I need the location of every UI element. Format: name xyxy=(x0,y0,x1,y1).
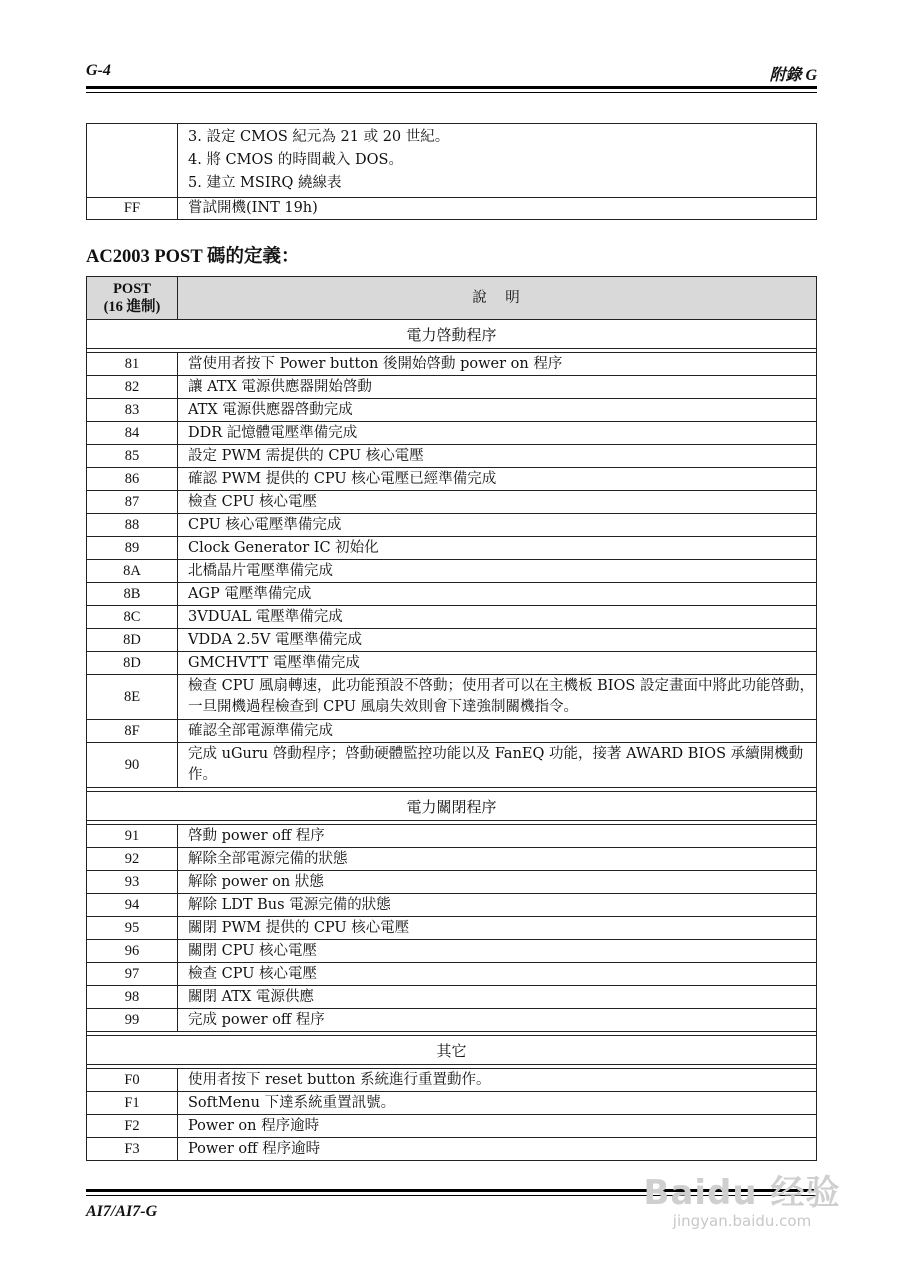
post-code-cell: 82 xyxy=(87,376,178,399)
description-cell: Power off 程序逾時 xyxy=(178,1138,817,1161)
description-cell: 解除全部電源完備的狀態 xyxy=(178,848,817,871)
appendix-title: 附錄 G xyxy=(769,67,817,84)
description-cell: Power on 程序逾時 xyxy=(178,1115,817,1138)
table-row xyxy=(87,825,817,848)
post-code-cell: 83 xyxy=(87,399,178,422)
table-row xyxy=(87,491,817,514)
post-code-cell: 8B xyxy=(87,583,178,606)
group-title-row xyxy=(87,1036,817,1065)
post-code-cell: F2 xyxy=(87,1115,178,1138)
description-cell: 解除 power on 狀態 xyxy=(178,871,817,894)
post-code-cell: 88 xyxy=(87,514,178,537)
description-cell: 確認 PWM 提供的 CPU 核心電壓已經準備完成 xyxy=(178,468,817,491)
table-row xyxy=(87,1069,817,1092)
table-row xyxy=(87,514,817,537)
table-header-row xyxy=(87,277,817,320)
table-row xyxy=(87,353,817,376)
table-row xyxy=(87,124,817,198)
post-code-cell: 90 xyxy=(87,743,178,788)
table-row xyxy=(87,871,817,894)
post-code-cell: 8C xyxy=(87,606,178,629)
group-title: 電力啓動程序 xyxy=(87,320,817,349)
description-cell: 完成 uGuru 啓動程序；啓動硬體監控功能以及 FanEQ 功能，接著 AWARD BIOS 承續開機動作。 xyxy=(178,743,817,788)
post-code-cell: F3 xyxy=(87,1138,178,1161)
post-code-cell: 95 xyxy=(87,917,178,940)
desc-column-header: 說 明 xyxy=(178,277,817,320)
post-code-cell: 87 xyxy=(87,491,178,514)
post-code-table xyxy=(86,276,817,1161)
description-cell: 完成 power off 程序 xyxy=(178,1009,817,1032)
watermark-url: jingyan.baidu.com xyxy=(672,1212,812,1230)
description-cell: Clock Generator IC 初始化 xyxy=(178,537,817,560)
group-title-row xyxy=(87,792,817,821)
code-cell xyxy=(87,124,178,198)
description-cell: CPU 核心電壓準備完成 xyxy=(178,514,817,537)
desc-line: 5. 建立 MSIRQ 繞線表 xyxy=(188,175,342,191)
continued-table xyxy=(86,123,817,220)
desc-cell: 嘗試開機(INT 19h) xyxy=(178,198,817,220)
post-header-label: POST xyxy=(113,281,151,297)
post-code-cell: 8E xyxy=(87,675,178,720)
post-code-cell: 84 xyxy=(87,422,178,445)
table-row xyxy=(87,537,817,560)
header-rule-thin xyxy=(86,92,817,93)
description-cell: AGP 電壓準備完成 xyxy=(178,583,817,606)
table-row xyxy=(87,1009,817,1032)
post-code-cell: 99 xyxy=(87,1009,178,1032)
post-code-cell: F1 xyxy=(87,1092,178,1115)
description-cell: 當使用者按下 Power button 後開始啓動 power on 程序 xyxy=(178,353,817,376)
group-title-row xyxy=(87,320,817,349)
description-cell: ATX 電源供應器啓動完成 xyxy=(178,399,817,422)
description-cell: 關閉 CPU 核心電壓 xyxy=(178,940,817,963)
post-code-cell: 8A xyxy=(87,560,178,583)
table-row xyxy=(87,675,817,720)
page-number: G-4 xyxy=(86,62,111,79)
table-row xyxy=(87,963,817,986)
post-code-cell: 97 xyxy=(87,963,178,986)
description-cell: 確認全部電源準備完成 xyxy=(178,720,817,743)
table-row xyxy=(87,1092,817,1115)
table-row xyxy=(87,743,817,788)
description-cell: DDR 記憶體電壓準備完成 xyxy=(178,422,817,445)
table-row xyxy=(87,606,817,629)
post-code-cell: F0 xyxy=(87,1069,178,1092)
description-cell: 檢查 CPU 風扇轉速，此功能預設不啓動；使用者可以在主機板 BIOS 設定畫面中將此功能啓動，一旦開機過程檢查到 CPU 風扇失效則會下達強制關機指令。 xyxy=(178,675,817,720)
header-rule xyxy=(86,86,817,89)
description-cell: SoftMenu 下達系統重置訊號。 xyxy=(178,1092,817,1115)
description-cell: 北橋晶片電壓準備完成 xyxy=(178,560,817,583)
desc-line: 3. 設定 CMOS 紀元為 21 或 20 世紀。 xyxy=(188,129,450,145)
post-code-cell: 93 xyxy=(87,871,178,894)
table-row xyxy=(87,445,817,468)
table-row xyxy=(87,894,817,917)
post-code-cell: 8D xyxy=(87,629,178,652)
table-row xyxy=(87,376,817,399)
table-row xyxy=(87,917,817,940)
group-title: 其它 xyxy=(87,1036,817,1065)
table-row xyxy=(87,1138,817,1161)
base-header-label: (16 進制) xyxy=(103,299,161,315)
table-row xyxy=(87,848,817,871)
table-row xyxy=(87,468,817,491)
table-row xyxy=(87,399,817,422)
table-row xyxy=(87,583,817,606)
table-row xyxy=(87,940,817,963)
description-cell: 檢查 CPU 核心電壓 xyxy=(178,963,817,986)
post-code-cell: 94 xyxy=(87,894,178,917)
desc-line: 4. 將 CMOS 的時間載入 DOS。 xyxy=(188,152,403,168)
table-row xyxy=(87,652,817,675)
post-code-cell: 96 xyxy=(87,940,178,963)
table-row xyxy=(87,629,817,652)
post-code-cell: 81 xyxy=(87,353,178,376)
post-column-header xyxy=(87,277,178,320)
post-code-cell: 92 xyxy=(87,848,178,871)
desc-cell xyxy=(178,124,817,198)
post-code-cell: 89 xyxy=(87,537,178,560)
post-code-cell: 8D xyxy=(87,652,178,675)
description-cell: 解除 LDT Bus 電源完備的狀態 xyxy=(178,894,817,917)
table-row xyxy=(87,198,817,220)
watermark xyxy=(637,1165,847,1230)
description-cell: 檢查 CPU 核心電壓 xyxy=(178,491,817,514)
description-cell: 啓動 power off 程序 xyxy=(178,825,817,848)
description-cell: 讓 ATX 電源供應器開始啓動 xyxy=(178,376,817,399)
table-row xyxy=(87,986,817,1009)
code-cell: FF xyxy=(87,198,178,220)
watermark-logo: Baidu 经验 xyxy=(643,1173,841,1213)
model-name: AI7/AI7-G xyxy=(86,1203,158,1220)
post-table-body xyxy=(87,320,817,1161)
table-row xyxy=(87,422,817,445)
description-cell: 關閉 ATX 電源供應 xyxy=(178,986,817,1009)
table-row xyxy=(87,1115,817,1138)
table-row xyxy=(87,560,817,583)
description-cell: 使用者按下 reset button 系統進行重置動作。 xyxy=(178,1069,817,1092)
section-title: AC2003 POST 碼的定義： xyxy=(86,247,300,267)
post-code-cell: 86 xyxy=(87,468,178,491)
description-cell: GMCHVTT 電壓準備完成 xyxy=(178,652,817,675)
table-row xyxy=(87,720,817,743)
post-code-cell: 91 xyxy=(87,825,178,848)
post-code-cell: 98 xyxy=(87,986,178,1009)
description-cell: VDDA 2.5V 電壓準備完成 xyxy=(178,629,817,652)
description-cell: 設定 PWM 需提供的 CPU 核心電壓 xyxy=(178,445,817,468)
description-cell: 3VDUAL 電壓準備完成 xyxy=(178,606,817,629)
description-cell: 關閉 PWM 提供的 CPU 核心電壓 xyxy=(178,917,817,940)
post-code-cell: 85 xyxy=(87,445,178,468)
post-code-cell: 8F xyxy=(87,720,178,743)
group-title: 電力關閉程序 xyxy=(87,792,817,821)
